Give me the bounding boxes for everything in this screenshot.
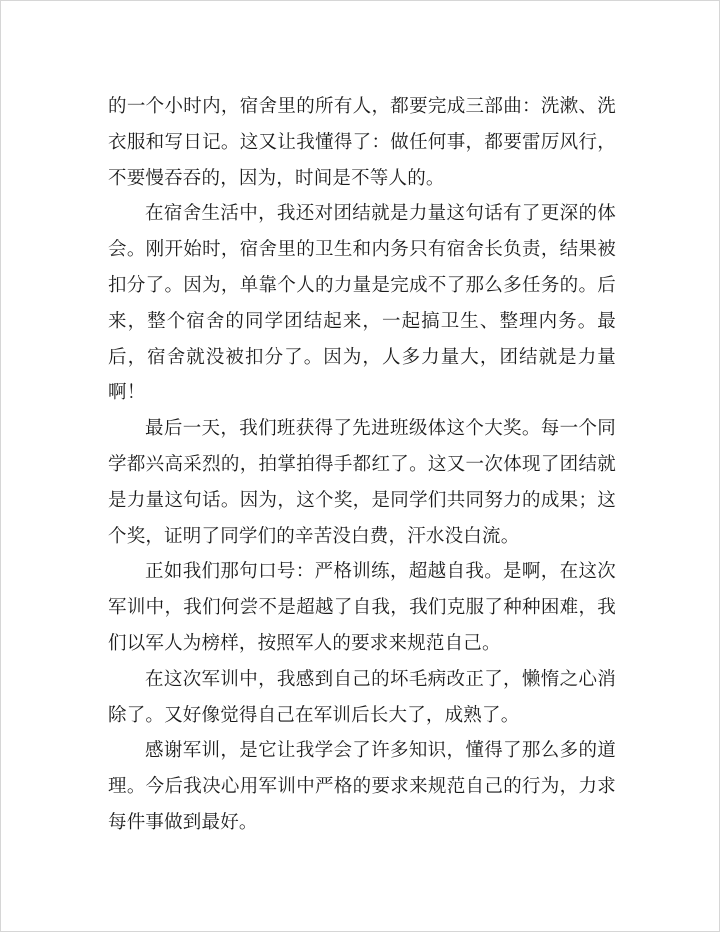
paragraph-5: 在这次军训中，我感到自己的坏毛病改正了，懒惰之心消除了。又好像觉得自己在军训后长大了，成熟了。	[108, 668, 616, 726]
document-body	[108, 89, 616, 841]
paragraph-6: 感谢军训，是它让我学会了许多知识，懂得了那么多的道理。今后我决心用军训中严格的要求来规范自己的行为，力求每件事做到最好。	[108, 740, 616, 833]
paragraph-3: 最后一天，我们班获得了先进班级体这个大奖。每一个同学都兴高采烈的，拍掌拍得手都红了。这又一次体现了团结就是力量这句话。因为，这个奖，是同学们共同努力的成果；这个奖，证明了同学们的辛苦没白费，汗水没白流。	[108, 418, 616, 547]
paragraph-4: 正如我们那句口号：严格训练，超越自我。是啊，在这次军训中，我们何尝不是超越了自我，我们克服了种种困难，我们以军人为榜样，按照军人的要求来规范自己。	[108, 561, 616, 654]
paragraph-1: 的一个小时内，宿舍里的所有人，都要完成三部曲：洗漱、洗衣服和写日记。这又让我懂得了：做任何事，都要雷厉风行，不要慢吞吞的，因为，时间是不等人的。	[108, 96, 616, 189]
paragraph-2: 在宿舍生活中，我还对团结就是力量这句话有了更深的体会。刚开始时，宿舍里的卫生和内务只有宿舍长负责，结果被扣分了。因为，单靠个人的力量是完成不了那么多任务的。后来，整个宿舍的同学团结起来，一起搞卫生、整理内务。最后，宿舍就没被扣分了。因为，人多力量大，团结就是力量啊！	[108, 203, 616, 404]
